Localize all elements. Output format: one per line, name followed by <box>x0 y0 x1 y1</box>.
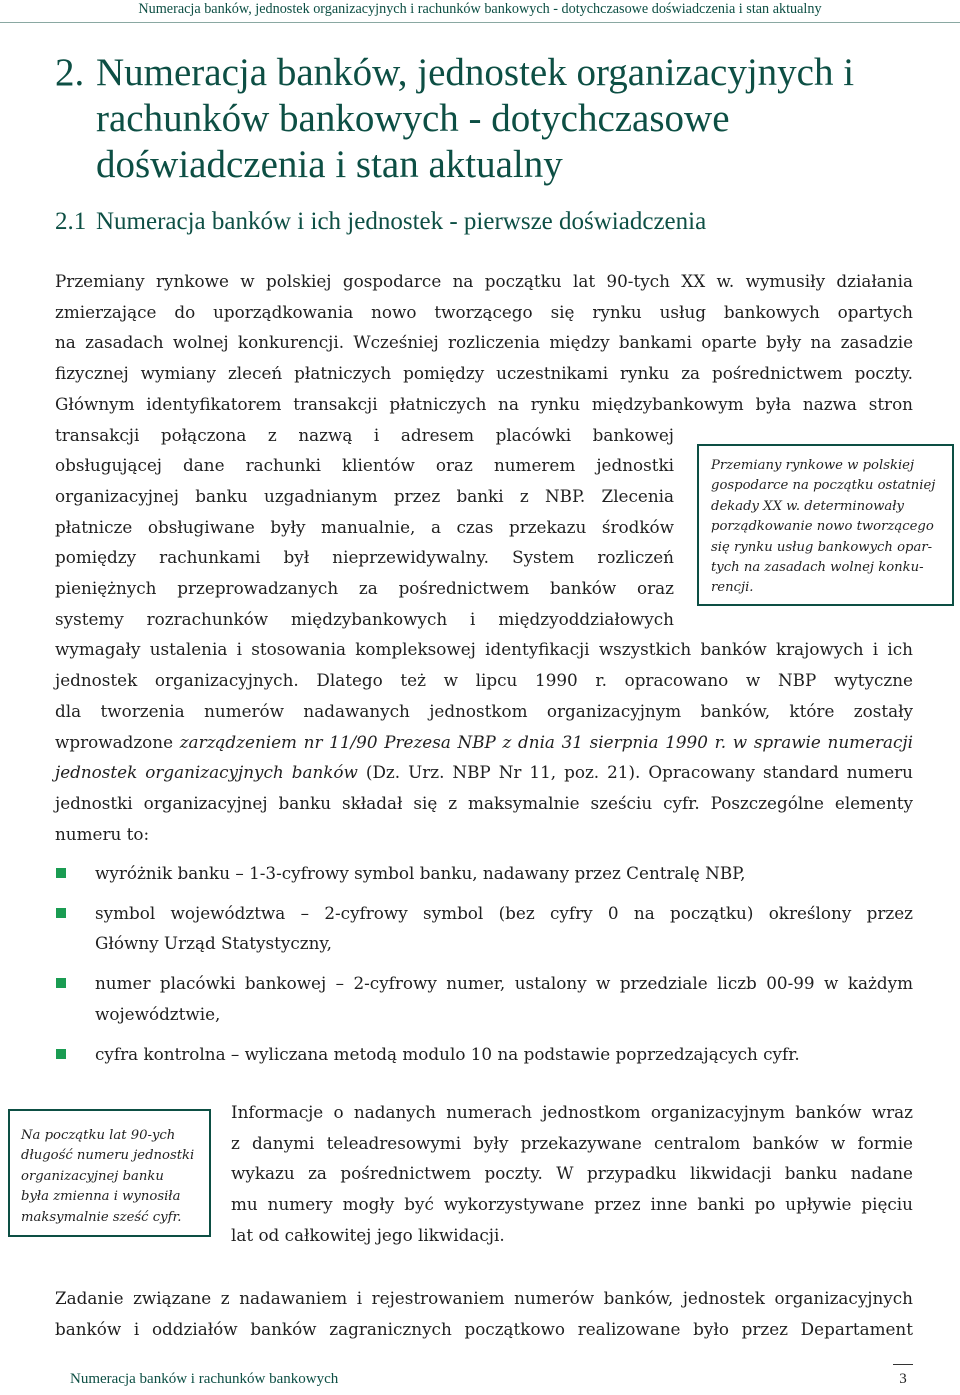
paragraph-line: wykazu za pośrednictwem poczty. W przypadku likwidacji banku nadane <box>231 1163 913 1184</box>
square-bullet-icon <box>56 1049 66 1059</box>
paragraph-line: wymagały ustalenia i stosowania kompleksowej identyfikacji wszystkich banków krajowych i ich <box>55 639 913 660</box>
paragraph-line: Przemiany rynkowe w polskiej gospodarce na początku lat 90-tych XX w. wymusiły działania <box>55 271 913 291</box>
paragraph-line: systemy rozrachunków międzybankowych i międzyoddziałowych <box>55 608 674 629</box>
paragraph-line-citation: wprowadzone zarządzeniem nr 11/90 Prezesa NBP z dnia 31 sierpnia 1990 r. w sprawie numeracji <box>55 731 913 752</box>
note-line: się rynku usług bankowych opar- <box>711 539 933 555</box>
chapter-title-line-2: rachunków bankowych - dotychczasowe <box>96 97 730 140</box>
page-number: 3 <box>899 1371 907 1387</box>
number-elements-list <box>55 858 913 1069</box>
square-bullet-icon <box>56 868 66 878</box>
paragraph-line: na zasadach wolnej konkurencji. Wcześniej rozliczenia między bankami oparte były na zasadzie <box>55 332 913 353</box>
paragraph-line: organizacyjnej banku uzgadnianym przez banki z NBP. Zlecenia <box>55 485 674 506</box>
list-item: symbol województwa – 2-cyfrowy symbol (bez cyfry 0 na początku) określony przez Główny Urząd Statystyczny, <box>55 898 913 959</box>
note-line: organizacyjnej banku <box>21 1168 164 1184</box>
paragraph-line-citation: jednostek organizacyjnych banków (Dz. Urz. NBP Nr 11, poz. 21). Opracowany standard numeru <box>55 762 913 783</box>
note-line: gospodarce na początku ostatniej <box>711 478 936 494</box>
paragraph-line: jednostek organizacyjnych. Dlatego też w lipcu 1990 r. opracowano w NBP wytyczne <box>55 670 913 691</box>
regulation-citation-cont: jednostek organizacyjnych banków <box>55 762 358 783</box>
paragraph-line: Głównym identyfikatorem transakcji płatniczych na rynku międzybankowym była nazwa stron <box>55 393 913 414</box>
header-divider <box>0 22 960 23</box>
footer-title: Numeracja banków i rachunków bankowych <box>70 1371 339 1387</box>
note-line: długość numeru jednostki <box>21 1148 195 1164</box>
paragraph-line: lat od całkowitej jego likwidacji. <box>231 1224 505 1245</box>
paragraph-line: płatnicze obsługiwane były manualnie, a czas przekazu środków <box>55 516 674 537</box>
running-header: Numeracja banków, jednostek organizacyjnych i rachunków bankowych - dotychczasowe doświadczenia i stan aktualny <box>138 1 822 17</box>
note-line: rencji. <box>711 580 754 596</box>
paragraph-line: pieniężnych przeprowadzanych za pośrednictwem banków oraz <box>55 578 674 599</box>
chapter-title <box>55 50 935 188</box>
square-bullet-icon <box>56 978 66 988</box>
note-line: Na początku lat 90-ych <box>21 1128 176 1143</box>
list-item: numer placówki bankowej – 2-cyfrowy numer, ustalony w przedziale liczb 00-99 w każdym województwie, <box>55 968 913 1029</box>
note-line: tych na zasadach wolnej konku- <box>711 560 924 576</box>
list-item: wyróżnik banku – 1-3-cyfrowy symbol banku, nadawany przez Centralę NBP, <box>55 858 913 889</box>
paragraph-line: numeru to: <box>55 823 150 844</box>
paragraph-line: banków i oddziałów banków zagranicznych początkowo realizowane było przez Departament <box>55 1318 913 1339</box>
paragraph-line: jednostki organizacyjnej banku składał się z maksymalnie sześciu cyfr. Poszczególne elementy <box>55 792 913 813</box>
page-number-divider <box>893 1364 913 1365</box>
list-item: cyfra kontrolna – wyliczana metodą modulo 10 na podstawie poprzedzających cyfr. <box>55 1039 913 1070</box>
paragraph-line: fizycznej wymiany zleceń płatniczych pomiędzy uczestnikami rynku za pośrednictwem poczty. <box>55 363 913 384</box>
note-line: maksymalnie sześć cyfr. <box>21 1209 182 1225</box>
regulation-citation: zarządzeniem nr 11/90 Prezesa NBP z dnia 31 sierpnia 1990 r. w sprawie numeracji <box>179 731 913 752</box>
note-line: dekady XX w. determinowały <box>711 498 904 514</box>
paragraph-line: obsługującej dane rachunki klientów oraz numerem jednostki <box>55 455 674 476</box>
section-number: 2.1 <box>55 208 87 235</box>
paragraph-line: pomiędzy rachunkami był nieprzewidywalny. System rozliczeń <box>55 547 674 568</box>
paragraph-line: z danymi teleadresowymi były przekazywane centralom banków w formie <box>231 1132 913 1153</box>
square-bullet-icon <box>56 908 66 918</box>
paragraph-department <box>55 1283 913 1344</box>
section-title-text: Numeracja banków i ich jednostek - pierwsze doświadczenia <box>96 208 707 235</box>
margin-note-right <box>697 444 954 606</box>
chapter-title-line-3: doświadczenia i stan aktualny <box>96 143 563 186</box>
paragraph-line: transakcji połączona z nazwą i adresem placówki bankowej <box>55 424 674 445</box>
margin-note-left <box>8 1109 211 1237</box>
paragraph-line: dla tworzenia numerów nadawanych jednostkom organizacyjnym banków, które zostały <box>55 700 913 721</box>
chapter-title-line-1: 2. Numeracja banków, jednostek organizacyjnych i <box>55 51 855 94</box>
paragraph-info <box>231 1097 913 1251</box>
note-line: była zmienna i wynosiła <box>21 1189 181 1205</box>
paragraph-line: mu numery mogły być wykorzystywane przez inne banki po upływie pięciu <box>231 1194 913 1215</box>
note-line: Przemiany rynkowe w polskiej <box>711 458 915 473</box>
section-title <box>55 207 935 237</box>
note-line: porządkowanie nowo tworzącego <box>711 519 934 535</box>
paragraph-line: zmierzające do uporządkowania nowo tworzącego się rynku usług bankowych opartych <box>55 301 913 322</box>
paragraph-line: Zadanie związane z nadawaniem i rejestrowaniem numerów banków, jednostek organizacyjnych <box>55 1288 913 1308</box>
chapter-number: 2. <box>55 51 85 94</box>
paragraph-line: Informacje o nadanych numerach jednostkom organizacyjnym banków wraz <box>231 1102 913 1122</box>
